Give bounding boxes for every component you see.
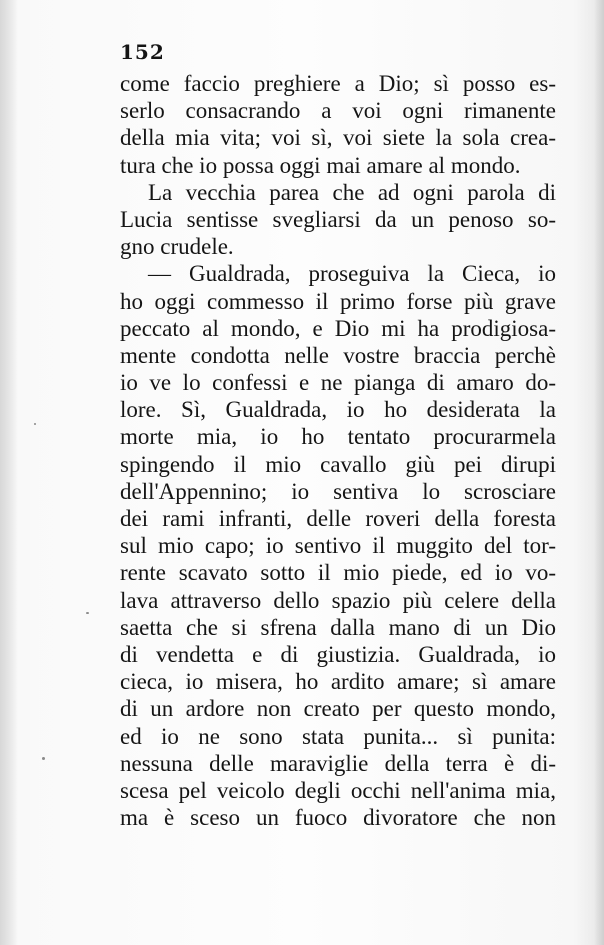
ink-speck (34, 423, 36, 425)
text-line: cieca, io misera, ho ardito amare; sì amare (120, 669, 556, 695)
body-text (120, 70, 556, 831)
text-line: scesa pel veicolo degli occhi nell'anima mia, (120, 777, 556, 803)
text-line: ma è sceso un fuoco divoratore che non (120, 805, 556, 831)
text-line: saetta che si sfrena dalla mano di un Dio (120, 614, 556, 640)
text-line: dell'Appennino; io sentiva lo scrosciare (120, 478, 556, 504)
text-line: lava attraverso dello spazio più celere della (120, 587, 556, 613)
text-line: io ve lo confessi e ne pianga di amaro do- (120, 370, 556, 396)
ink-speck (42, 757, 45, 760)
text-line: rente scavato sotto il mio piede, ed io vo- (120, 560, 556, 586)
text-line: ho oggi commesso il primo forse più grave (120, 288, 556, 314)
text-line: lore. Sì, Gualdrada, io ho desiderata la (120, 397, 556, 423)
text-line: mente condotta nelle vostre braccia perchè (120, 342, 556, 368)
text-line: morte mia, io ho tentato procurarmela (120, 424, 556, 450)
text-line: serlo consacrando a voi ogni rimanente (120, 98, 556, 124)
text-line: — Gualdrada, proseguiva la Cieca, io (148, 261, 556, 287)
text-line: dei rami infranti, delle roveri della foresta (120, 506, 556, 531)
text-line: Lucia sentisse svegliarsi da un penoso so- (120, 206, 556, 232)
page-edge (594, 0, 604, 945)
text-line: sul mio capo; io sentivo il muggito del tor- (120, 533, 556, 559)
page-number: 152 (120, 40, 165, 64)
text-line: della mia vita; voi sì, voi siete la sola crea- (120, 125, 556, 151)
text-line: di vendetta e di giustizia. Gualdrada, io (120, 641, 556, 667)
text-line: di un ardore non creato per questo mondo, (120, 696, 556, 722)
text-line: come faccio preghiere a Dio; sì posso es- (120, 71, 556, 96)
text-line: gno crudele. (120, 234, 234, 260)
text-line: tura che io possa oggi mai amare al mondo. (120, 152, 521, 178)
text-line: peccato al mondo, e Dio mi ha prodigiosa- (120, 315, 556, 341)
text-line: ed io ne sono stata punita... sì punita: (120, 723, 556, 749)
gutter-shadow (0, 0, 18, 945)
text-line: nessuna delle maraviglie della terra è di- (120, 750, 556, 776)
text-line: spingendo il mio cavallo giù pei dirupi (120, 451, 556, 477)
ink-speck (86, 612, 89, 614)
text-line: La vecchia parea che ad ogni parola di (148, 179, 556, 205)
